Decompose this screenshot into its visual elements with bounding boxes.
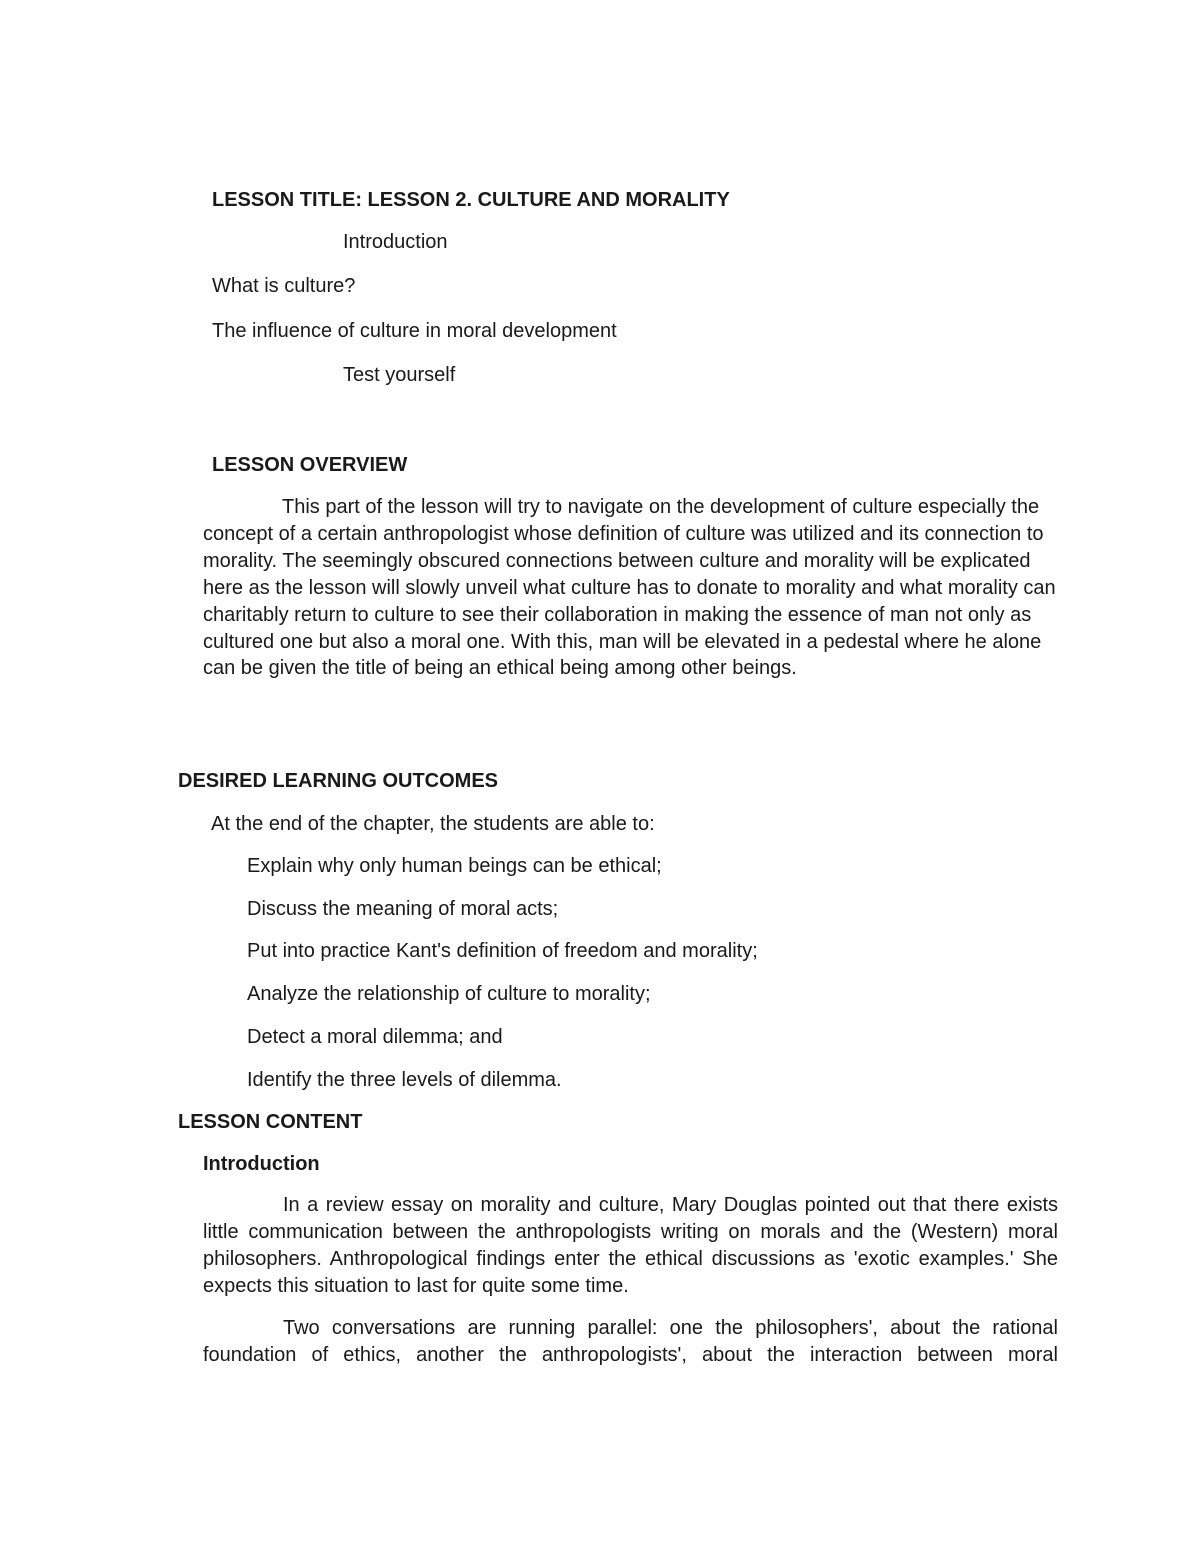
toc-item-test-yourself: Test yourself xyxy=(343,364,456,386)
toc-item-what-is-culture: What is culture? xyxy=(212,275,356,297)
toc-item-influence-of-culture: The influence of culture in moral development xyxy=(212,320,617,342)
content-paragraph-2: Two conversations are running parallel: one the philosophers', about the rational foundation of ethics, another the anthropologists', about the interaction between moral xyxy=(203,1317,1058,1366)
outcome-item: Analyze the relationship of culture to morality; xyxy=(247,983,651,1005)
lesson-title: LESSON TITLE: LESSON 2. CULTURE AND MORALITY xyxy=(212,189,730,211)
outcomes-heading: DESIRED LEARNING OUTCOMES xyxy=(178,770,499,792)
outcome-item: Explain why only human beings can be ethical; xyxy=(247,855,662,877)
content-subheading: Introduction xyxy=(203,1153,320,1175)
outcome-item: Identify the three levels of dilemma. xyxy=(247,1069,562,1091)
overview-paragraph: This part of the lesson will try to navigate on the development of culture especially the concept of a certain anthropologist whose definition of culture was utilized and its connection to morality. The seemingly obscured connections between culture and morality will be explicated here as the lesson will slowly unveil what culture has to donate to morality and what morality can charitably return to culture to see their collaboration in making the essence of man not only as cultured one but also a moral one. With this, man will be elevated in a pedestal where he alone can be given the title of being an ethical being among other beings. xyxy=(203,496,1056,680)
outcome-item: Detect a moral dilemma; and xyxy=(247,1026,503,1048)
content-paragraph-1: In a review essay on morality and culture, Mary Douglas pointed out that there exists little communication between the anthropologists writing on morals and the (Western) moral philosophers. Anthropological findings enter the ethical discussions as 'exotic examples.' She expects this situation to last for quite some time. xyxy=(203,1194,1058,1297)
outcome-item: Put into practice Kant's definition of freedom and morality; xyxy=(247,940,758,962)
outcomes-intro: At the end of the chapter, the students are able to: xyxy=(211,813,655,835)
toc-item-introduction: Introduction xyxy=(343,231,448,253)
outcome-item: Discuss the meaning of moral acts; xyxy=(247,898,559,920)
content-heading: LESSON CONTENT xyxy=(178,1111,363,1133)
overview-heading: LESSON OVERVIEW xyxy=(212,454,408,476)
